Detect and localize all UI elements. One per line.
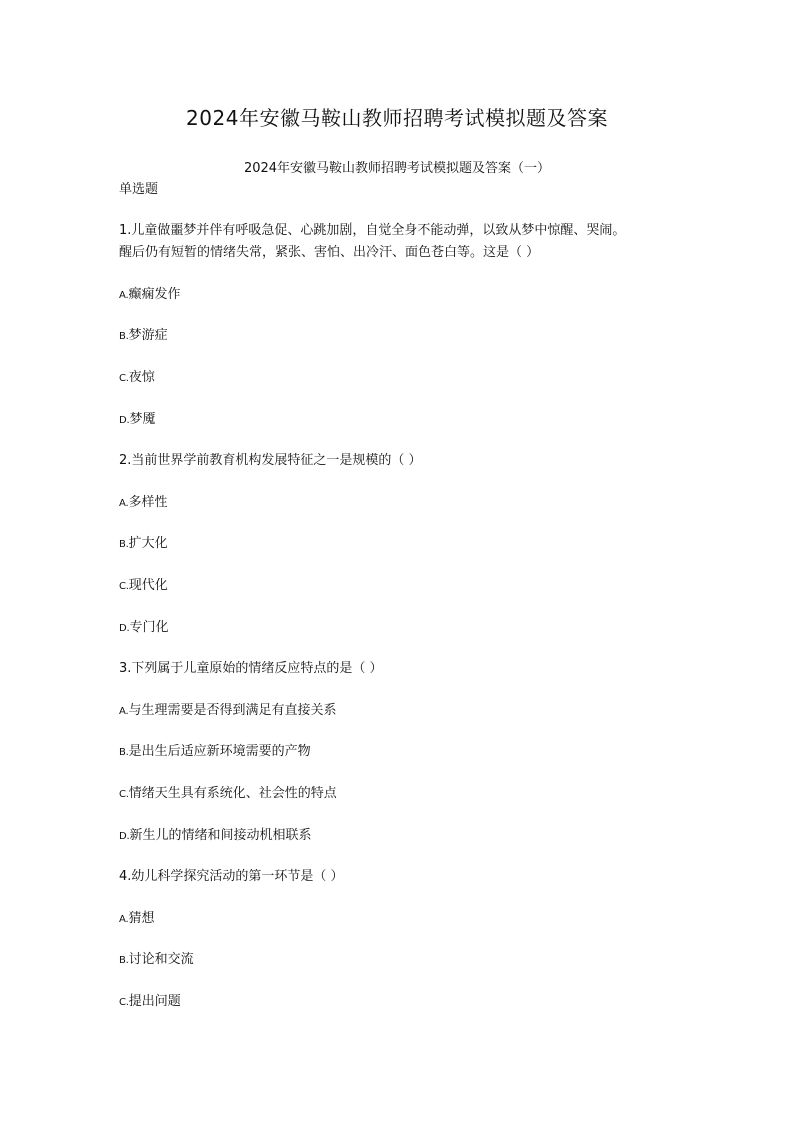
question-2-stem: 2.当前世界学前教育机构发展特征之一是规模的（ ）: [119, 453, 422, 468]
question-4-option-a: [119, 909, 679, 930]
question-3-option-b: [119, 742, 679, 763]
option-letter: A.: [119, 290, 129, 301]
document-title: 2024年安徽马鞍山教师招聘考试模拟题及答案: [186, 106, 608, 130]
option-text: 情绪天生具有系统化、社会性的特点: [128, 786, 337, 801]
option-text: 是出生后适应新环境需要的产物: [128, 744, 311, 759]
question-1-option-b: [119, 326, 679, 347]
option-text: 新生儿的情绪和间接动机相联系: [129, 828, 312, 843]
question-4-option-b: [119, 950, 679, 971]
question-3-option-c: [119, 784, 679, 805]
option-letter: A.: [119, 498, 129, 509]
option-letter: C.: [119, 789, 129, 800]
section-label: 单选题: [119, 182, 159, 197]
option-text: 提出问题: [128, 994, 181, 1009]
option-text: 梦游症: [128, 328, 168, 343]
question-3-stem: 3.下列属于儿童原始的情绪反应特点的是（ ）: [119, 661, 383, 676]
option-letter: B.: [119, 539, 129, 550]
option-text: 癫痫发作: [128, 287, 181, 302]
option-text: 夜惊: [128, 370, 155, 385]
option-text: 专门化: [129, 620, 169, 635]
option-letter: B.: [119, 747, 129, 758]
question-2-option-d: [119, 618, 679, 639]
question-4-option-c: [119, 992, 679, 1013]
question-1-stem-line-1: 1.儿童做噩梦并伴有呼吸急促、心跳加剧，自觉全身不能动弹，以致从梦中惊醒、哭闹。: [119, 223, 626, 238]
question-1-option-a: [119, 285, 679, 306]
question-2-option-b: [119, 534, 679, 555]
question-4-stem: 4.幼儿科学探究活动的第一环节是（ ）: [119, 869, 344, 884]
option-text: 与生理需要是否得到满足有直接关系: [128, 703, 337, 718]
option-letter: D.: [119, 831, 130, 842]
option-letter: C.: [119, 997, 129, 1008]
option-letter: D.: [119, 623, 130, 634]
option-letter: A.: [119, 914, 129, 925]
question-3-option-d: [119, 826, 679, 847]
question-1-stem-line-2: 醒后仍有短暂的情绪失常，紧张、害怕、出冷汗、面色苍白等。这是（ ）: [119, 245, 540, 260]
question-1-option-d: [119, 410, 679, 431]
option-text: 猜想: [128, 911, 155, 926]
option-text: 梦魇: [129, 412, 156, 427]
option-text: 现代化: [128, 578, 168, 593]
option-text: 扩大化: [128, 536, 168, 551]
question-2-option-c: [119, 576, 679, 597]
option-letter: B.: [119, 955, 129, 966]
option-letter: C.: [119, 373, 129, 384]
question-3-option-a: [119, 701, 679, 722]
document-subtitle: 2024年安徽马鞍山教师招聘考试模拟题及答案（一）: [243, 161, 551, 176]
option-letter: A.: [119, 706, 129, 717]
option-letter: B.: [119, 331, 129, 342]
option-text: 多样性: [128, 495, 168, 510]
question-2-option-a: [119, 493, 679, 514]
option-text: 讨论和交流: [128, 952, 194, 967]
option-letter: C.: [119, 581, 129, 592]
option-letter: D.: [119, 415, 130, 426]
question-1-option-c: [119, 368, 679, 389]
